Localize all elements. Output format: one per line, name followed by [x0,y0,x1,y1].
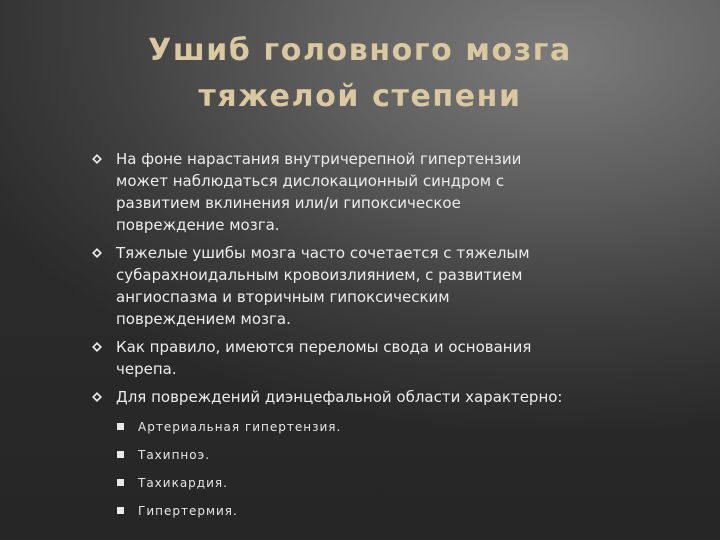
sub-bullet-item [92,446,662,464]
sub-bullet-square-icon [117,507,124,514]
bullet-diamond-icon [92,342,102,352]
bullet-text-line: Тяжелые ушибы мозга часто сочетается с тяжелым [116,244,530,262]
slide-title [70,28,650,120]
bullet-text-line: черепа. [116,360,177,378]
bullet-text-line: Для повреждений диэнцефальной области характерно: [116,388,563,406]
bullet-text-line: На фоне нарастания внутричерепной гипертензии [116,150,522,168]
bullet-text-line: может наблюдаться дислокационный синдром с [116,172,505,190]
bullet-text-line: повреждение мозга. [116,216,280,234]
bullet-text-line: ангиоспазма и вторичным гипоксическим [116,288,450,306]
bullet-diamond-icon [92,392,102,402]
title-line-1: Ушиб головного мозга [148,33,572,68]
sub-bullet-square-icon [117,451,124,458]
bullet-text-line: развитием вклинения или/и гипоксическое [116,194,461,212]
bullet-item [92,242,662,330]
bullet-diamond-icon [92,248,102,258]
sub-bullet-item [92,418,662,436]
sub-bullet-square-icon [117,479,124,486]
sub-bullet-text: Артериальная гипертензия. [138,420,342,434]
sub-bullet-text: Тахикардия. [138,476,228,490]
bullet-text-line: Как правило, имеются переломы свода и основания [116,338,532,356]
sub-bullet-item [92,502,662,520]
bullet-item [92,148,662,236]
bullet-item [92,336,662,380]
sub-bullet-item [92,474,662,492]
bullet-item [92,386,662,408]
bullet-diamond-icon [92,154,102,164]
slide-content [92,148,662,530]
title-line-2: тяжелой степени [198,79,522,114]
sub-bullet-text: Тахипноэ. [138,448,211,462]
sub-bullet-text: Гипертермия. [138,504,238,518]
bullet-text-line: повреждением мозга. [116,310,291,328]
bullet-text-line: субарахноидальным кровоизлиянием, с развитием [116,266,523,284]
sub-bullet-square-icon [117,423,124,430]
